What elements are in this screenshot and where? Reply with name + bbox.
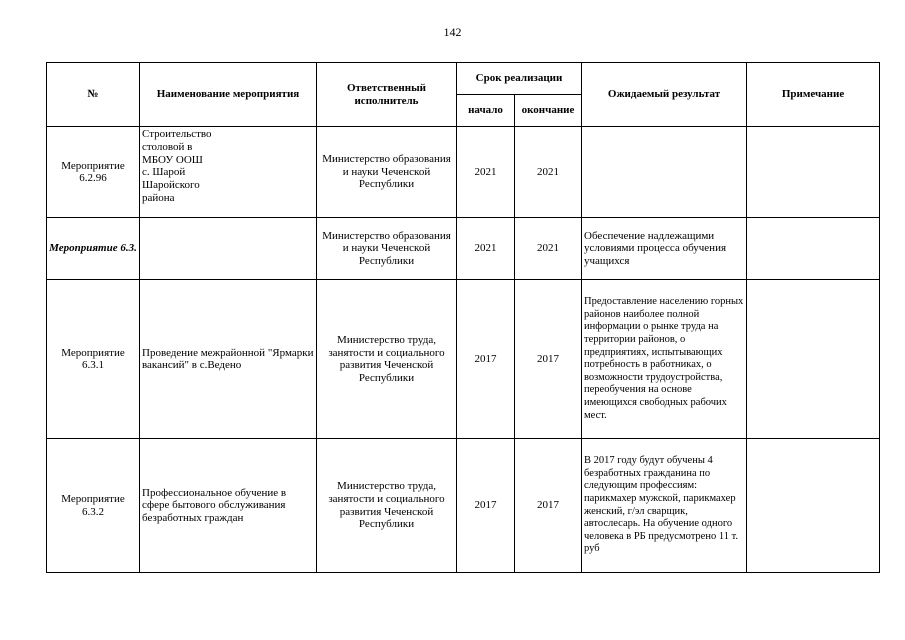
row-note <box>747 217 880 279</box>
row-num: Мероприятие 6.3.2 <box>47 439 140 573</box>
row-result <box>582 127 747 218</box>
row-start: 2021 <box>457 217 515 279</box>
row-start: 2017 <box>457 439 515 573</box>
row-result: Предоставление населению горных районов наиболее полной информации о рынке труда на территории районов, о предприятиях, испытывающих потребность в работниках, о возможности трудоустройства, переобучения на основе имеющихся свободных рабочих мест. <box>582 280 747 439</box>
row-result: В 2017 году будут обучены 4 безработных гражданина по следующим профессиям: парикмахер мужской, парикмахер женский, г/эл сварщик, автослесарь. На обучение одного человека в РБ предусмотрено 11 т. руб <box>582 439 747 573</box>
row-note <box>747 280 880 439</box>
page-number: 142 <box>443 25 462 39</box>
row-end: 2021 <box>515 127 582 218</box>
row-end: 2021 <box>515 217 582 279</box>
table-row <box>47 280 880 439</box>
header-note: Примечание <box>747 63 880 127</box>
row-end: 2017 <box>515 439 582 573</box>
header-row <box>47 63 880 95</box>
row-note <box>747 439 880 573</box>
row-num: Мероприятие 6.2.96 <box>47 127 140 218</box>
table-row <box>47 217 880 279</box>
row-responsible: Министерство труда, занятости и социального развития Чеченской Республики <box>317 280 457 439</box>
row-name: Проведение межрайонной "Ярмарки вакансий" в с.Ведено <box>140 280 317 439</box>
row-name: Строительство столовой в МБОУ ООШ с. Шарой Шаройского района <box>140 127 317 218</box>
row-start: 2017 <box>457 280 515 439</box>
table-row <box>47 127 880 218</box>
row-responsible: Министерство образования и науки Чеченской Республики <box>317 127 457 218</box>
row-result: Обеспечение надлежащими условиями процесса обучения учащихся <box>582 217 747 279</box>
header-name: Наименование мероприятия <box>140 63 317 127</box>
row-name <box>140 217 317 279</box>
header-start: начало <box>457 95 515 127</box>
row-num: Мероприятие 6.3. <box>47 217 140 279</box>
header-responsible: Ответственный исполнитель <box>317 63 457 127</box>
row-responsible: Министерство труда, занятости и социального развития Чеченской Республики <box>317 439 457 573</box>
row-name: Профессиональное обучение в сфере бытового обслуживания безработных граждан <box>140 439 317 573</box>
header-end: окончание <box>515 95 582 127</box>
row-start: 2021 <box>457 127 515 218</box>
table-row <box>47 439 880 573</box>
row-note <box>747 127 880 218</box>
row-end: 2017 <box>515 280 582 439</box>
header-num: № <box>47 63 140 127</box>
row-responsible: Министерство образования и науки Чеченской Республики <box>317 217 457 279</box>
activities-table <box>46 62 880 573</box>
header-period: Срок реализации <box>457 63 582 95</box>
header-result: Ожидаемый результат <box>582 63 747 127</box>
row-num: Мероприятие 6.3.1 <box>47 280 140 439</box>
